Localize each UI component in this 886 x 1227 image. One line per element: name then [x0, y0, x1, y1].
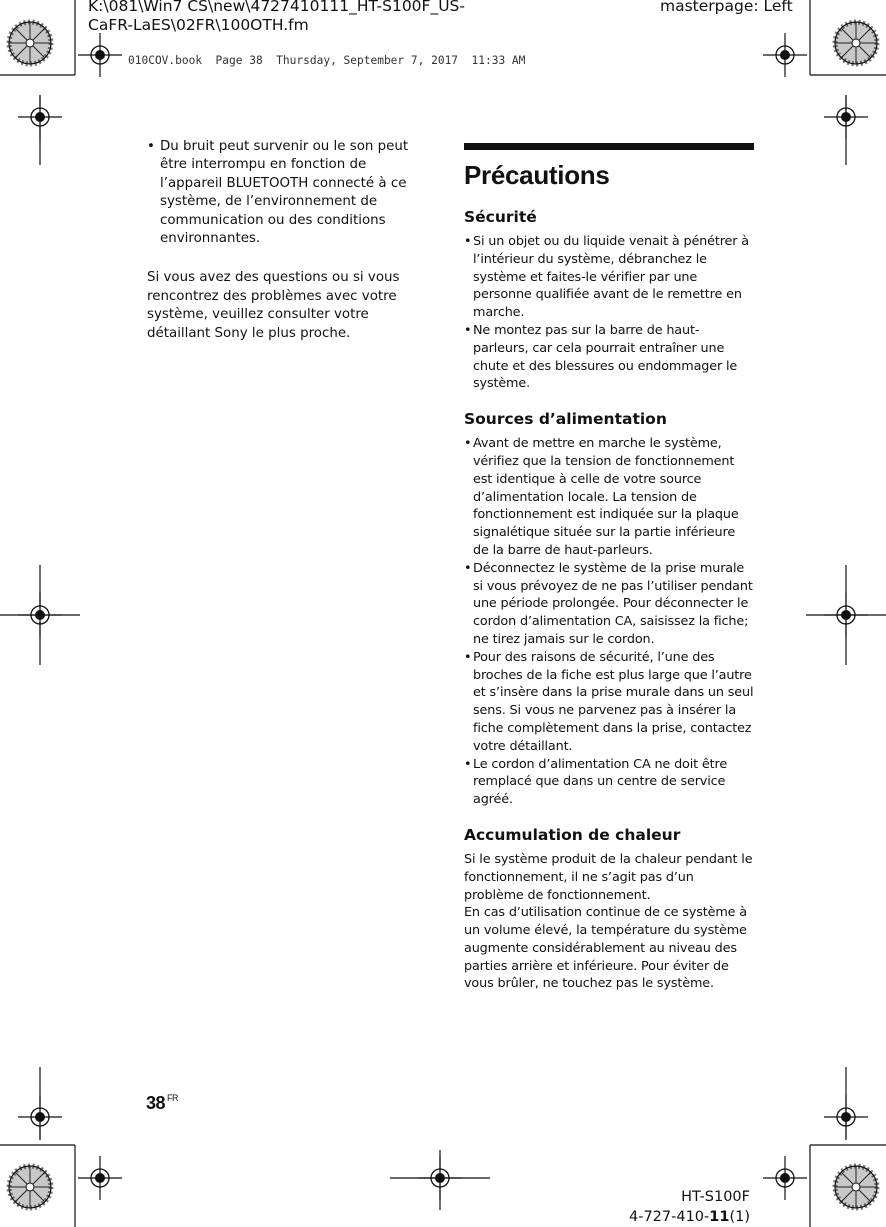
list-item: • Si un objet ou du liquide venait à pénétrer à l’intérieur du système, débranchez le système et faites-le vérifier par une personne qualifiée avant de le remettre en marche.: [464, 233, 754, 322]
bluetooth-noise-note: • Du bruit peut survenir ou le son peut être interrompu en fonction de l’appareil BLUETOOTH connecté à ce système, de l’environnement de communication ou des conditions environnantes.: [147, 138, 427, 248]
color-target-icon: [835, 22, 877, 64]
color-target-icon: [835, 1166, 877, 1208]
list-item: • Le cordon d’alimentation CA ne doit être remplacé que dans un centre de service agréé.: [464, 756, 754, 809]
color-target-icon: [9, 22, 51, 64]
section-rule: [464, 143, 754, 150]
page-number-value: 38: [146, 1093, 166, 1113]
file-path-header: K:\081\Win7 CS\new\4727410111_HT-S100F_US-CaFR-LaES\02FR\100OTH.fm: [88, 0, 465, 34]
book-info-line: 010COV.book Page 38 Thursday, September 7, 2017 11:33 AM: [128, 54, 526, 67]
page-number: [146, 1093, 178, 1114]
masterpage-label: masterpage: Left: [660, 0, 793, 15]
heading-power-sources: Sources d’alimentation: [464, 410, 667, 429]
color-target-icon: [9, 1166, 51, 1208]
left-column: [147, 138, 427, 343]
right-column: [464, 143, 754, 993]
contact-dealer-paragraph: Si vous avez des questions ou si vous rencontrez des problèmes avec votre système, veuillez consulter votre détaillant Sony le plus proche.: [147, 270, 400, 341]
list-item: • Déconnectez le système de la prise murale si vous prévoyez de ne pas l’utiliser pendant une période prolongée. Pour déconnecter le cordon d’alimentation CA, saisissez la fiche; ne tirez jamais sur le cordon.: [464, 560, 754, 649]
heat-paragraph-1: Si le système produit de la chaleur pendant le fonctionnement, il ne s’agit pas d’un problème de fonctionnement.: [464, 851, 753, 903]
part-number: 4-727-410-11(1): [628, 1209, 750, 1225]
heading-heat-buildup: Accumulation de chaleur: [464, 825, 681, 844]
page-title: Précautions: [464, 160, 610, 190]
list-item: • Avant de mettre en marche le système, vérifiez que la tension de fonctionnement est identique à celle de votre source d’alimentation locale. La tension de fonctionnement est indiquée sur la plaque signalétique située sur la partie inférieure de la barre de haut-parleurs.: [464, 435, 754, 560]
heading-safety: Sécurité: [464, 208, 537, 226]
footer-model-info: [629, 1187, 750, 1227]
list-item: • Ne montez pas sur la barre de haut-parleurs, car cela pourrait entraîner une chute et des blessures ou endommager le système.: [464, 322, 754, 393]
list-item: • Pour des raisons de sécurité, l’une des broches de la fiche est plus large que l’autre et s’insère dans la prise murale dans un seul sens. Si vous ne parvenez pas à insérer la fiche complètement dans la prise, contactez votre détaillant.: [464, 649, 754, 756]
model-name: HT-S100F: [681, 1189, 750, 1205]
heat-paragraph-2: En cas d’utilisation continue de ce système à un volume élevé, la température du système augmente considérablement au niveau des parties arrière et inférieure. Pour éviter de vous brûler, ne touchez pas le système.: [464, 905, 747, 992]
page-language: FR: [167, 1093, 179, 1103]
